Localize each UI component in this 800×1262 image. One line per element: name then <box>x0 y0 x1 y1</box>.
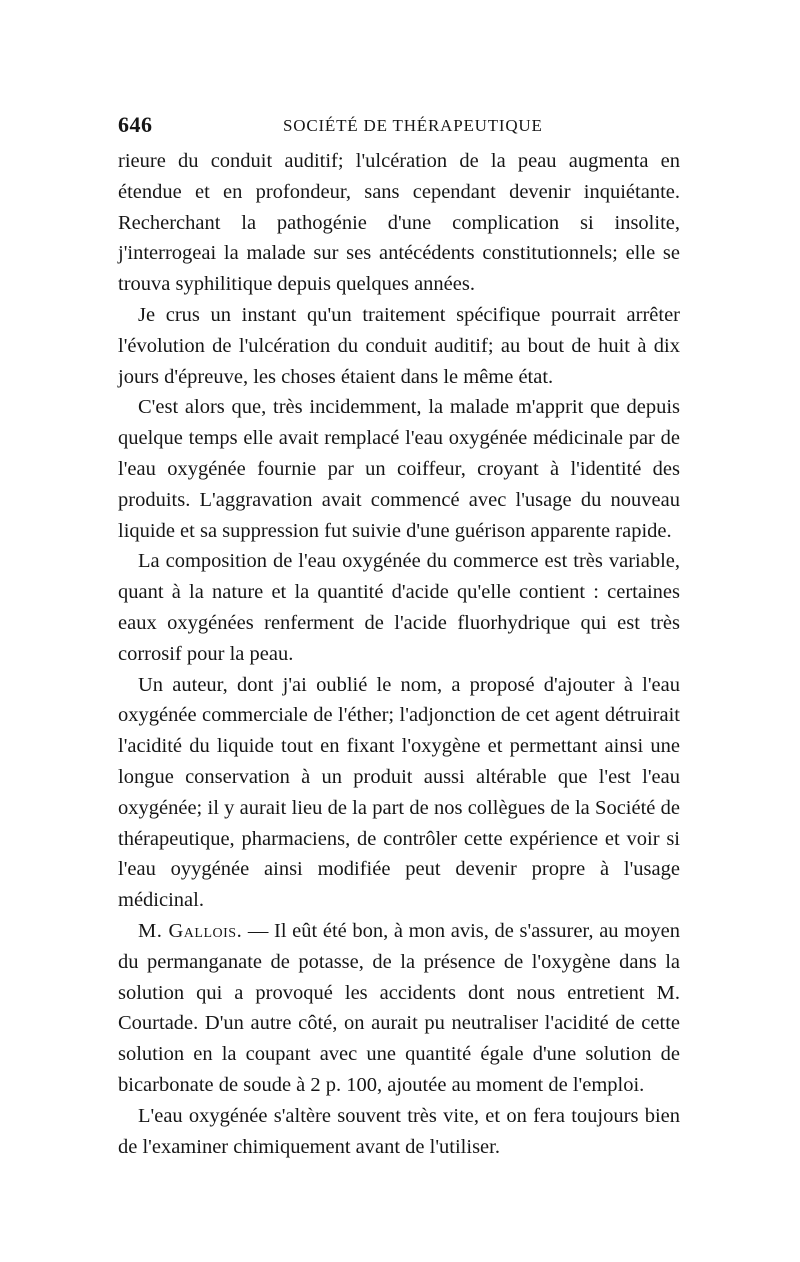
paragraph: Un auteur, dont j'ai oublié le nom, a proposé d'ajouter à l'eau oxygénée commerciale de l'éther; l'adjonction de cet agent détruirait l'acidité du liquide tout en fixant l'oxygène et permettant ainsi une longue conservation à un produit aussi altérable que l'est l'eau oxygénée; il y aurait lieu de la part de nos collègues de la Société de thérapeutique, pharmaciens, de contrôler cette expérience et voir si l'eau oyygénée ainsi modifiée peut devenir propre à l'usage médicinal. <box>118 673 680 912</box>
speaker-name: M. Gallois. <box>138 919 243 942</box>
page-number: 646 <box>118 112 153 137</box>
paragraph: L'eau oxygénée s'altère souvent très vite, et on fera toujours bien de l'examiner chimiquement avant de l'utiliser. <box>118 1104 680 1158</box>
body-text <box>118 146 680 1162</box>
paragraph-gallois <box>118 916 680 1101</box>
paragraph-gallois-text: — Il eût été bon, à mon avis, de s'assurer, au moyen du permanganate de potasse, de la présence de l'oxygène dans la solution qui a provoqué les accidents dont nous entretient M. Courtade. D'un autre côté, on aurait pu neutraliser l'acidité de cette solution en la coupant avec une quantité égale d'une solution de bicarbonate de soude à 2 p. 100, ajoutée au moment de l'emploi. <box>118 919 680 1096</box>
paragraph: C'est alors que, très incidemment, la malade m'apprit que depuis quelque temps elle avait remplacé l'eau oxygénée médicinale par de l'eau oxygénée fournie par un coiffeur, croyant à l'identité des produits. L'aggravation avait commencé avec l'usage du nouveau liquide et sa suppression fut suivie d'une guérison apparente rapide. <box>118 396 680 542</box>
page-header <box>118 112 680 142</box>
paragraph: La composition de l'eau oxygénée du commerce est très variable, quant à la nature et la quantité d'acide qu'elle contient : certaines eaux oxygénées renferment de l'acide fluorhydrique qui est très corrosif pour la peau. <box>118 550 680 665</box>
paragraph: Je crus un instant qu'un traitement spécifique pourrait arrêter l'évolution de l'ulcération du conduit auditif; au bout de huit à dix jours d'épreuve, les choses étaient dans le même état. <box>118 303 680 388</box>
paragraph-continuation: rieure du conduit auditif; l'ulcération de la peau augmenta en étendue et en profondeur, sans cependant devenir inquiétante. Recherchant la pathogénie d'une complication si insolite, j'interrogeai la malade sur ses antécédents constitutionnels; elle se trouva syphilitique depuis quelques années. <box>118 150 680 296</box>
running-title: SOCIÉTÉ DE THÉRAPEUTIQUE <box>283 116 543 135</box>
